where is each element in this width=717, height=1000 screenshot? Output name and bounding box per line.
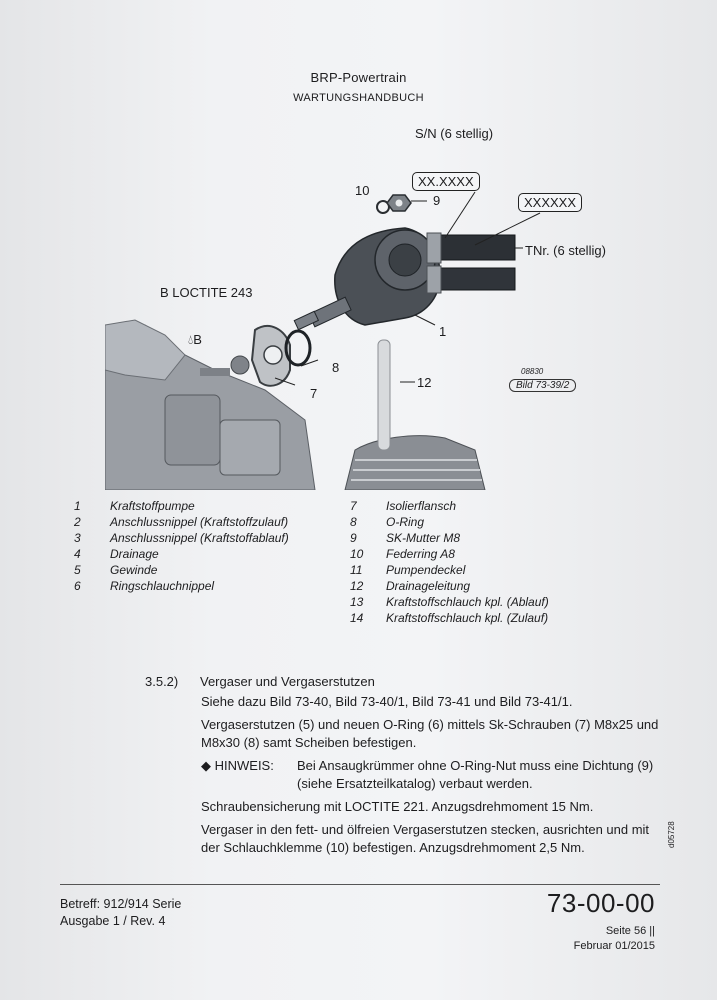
section-paragraph-1: Siehe dazu Bild 73-40, Bild 73-40/1, Bild 73-41 und Bild 73-41/1. [201, 694, 573, 709]
serial-number-label: S/N (6 stellig) [415, 126, 494, 141]
figure-code: 08830 [521, 367, 544, 376]
legend-item [74, 514, 289, 530]
section-paragraph-4: Vergaser in den fett- und ölfreien Vergaserstutzen stecken, ausrichten und mit der Schlauchklemme (10) befestigen. Anzugsdrehmoment 2,5 Nm. [201, 822, 650, 855]
legend-item-text: Federring A8 [386, 547, 455, 561]
fuel-hose-lower [430, 268, 515, 290]
legend-item [350, 514, 549, 530]
legend-item-text: Pumpendeckel [386, 563, 466, 577]
legend-item-number: 5 [74, 563, 81, 577]
legend-item-number: 2 [74, 515, 81, 529]
legend-right [350, 498, 549, 626]
loctite-drop-marker: 💧︎B [188, 332, 202, 347]
note-label: ◆ HINWEIS: [201, 758, 274, 773]
legend-item-text: O-Ring [386, 515, 425, 529]
legend-item-text: Gewinde [110, 563, 158, 577]
note-text: Bei Ansaugkrümmer ohne O-Ring-Nut muss eine Dichtung (9) (siehe Ersatzteilkatalog) verbaut werden. [297, 758, 654, 791]
legend-item-text: Drainage [110, 547, 159, 561]
legend-item-number: 7 [350, 499, 357, 513]
legend-item-text: Isolierflansch [386, 499, 457, 513]
drop-icon: 💧︎ [188, 332, 194, 347]
legend-item [350, 546, 549, 562]
section-number: 3.5.2) [145, 674, 179, 689]
footer-betreff: Betreff: 912/914 Serie [60, 897, 182, 911]
side-document-code: d05728 [667, 821, 676, 848]
legend-left [74, 498, 289, 594]
legend-item-text: SK-Mutter M8 [386, 531, 461, 545]
legend-item-text: Kraftstoffschlauch kpl. (Zulauf) [386, 611, 549, 625]
legend-item-number: 9 [350, 531, 357, 545]
footer-ausgabe: Ausgabe 1 / Rev. 4 [60, 914, 166, 928]
engine-boss-2 [220, 420, 280, 475]
section-heading [145, 673, 665, 691]
legend-item [350, 594, 549, 610]
callout-8: 8 [332, 360, 340, 375]
header-title: BRP-Powertrain [310, 70, 407, 85]
legend-item [74, 498, 289, 514]
figure-reference: Bild 73-39/2 [509, 379, 576, 392]
legend-item [74, 530, 289, 546]
legend-item [350, 578, 549, 594]
legend-item-number: 12 [350, 579, 364, 593]
legend-item-number: 1 [74, 499, 81, 513]
part-number-label: TNr. (6 stellig) [525, 243, 606, 258]
footer-page-info [574, 924, 655, 954]
legend-item-number: 3 [74, 531, 81, 545]
legend-item-text: Drainageleitung [386, 579, 471, 593]
legend-item [350, 498, 549, 514]
legend-item-number: 14 [350, 611, 364, 625]
callout-9: 9 [433, 193, 441, 208]
legend-item [350, 562, 549, 578]
note-block [201, 757, 665, 793]
section-paragraph-3: Schraubensicherung mit LOCTITE 221. Anzugsdrehmoment 15 Nm. [201, 799, 594, 814]
callout-10: 10 [355, 183, 370, 198]
section-vergaser [145, 673, 665, 857]
engine-fin-stub [200, 368, 230, 376]
serial-number-box: XX.XXXX [412, 172, 480, 191]
legend-item-number: 4 [74, 547, 81, 561]
legend-item [350, 610, 549, 626]
section-title: Vergaser und Vergaserstutzen [200, 674, 375, 689]
legend-item-text: Anschlussnippel (Kraftstoffablauf) [110, 531, 289, 545]
legend-item-text: Ringschlauchnippel [110, 579, 215, 593]
legend-item-number: 8 [350, 515, 357, 529]
page-number: Seite 56 || [605, 925, 655, 937]
legend-item-number: 10 [350, 547, 364, 561]
legend-item-text: Kraftstoffpumpe [110, 499, 195, 513]
drainage-tube [378, 340, 390, 450]
cylinder-fins [345, 436, 485, 490]
footer-left [60, 896, 181, 930]
fuel-hose-upper [430, 235, 515, 260]
legend-item [350, 530, 549, 546]
loctite-label: B LOCTITE 243 [160, 285, 253, 300]
revision-date: Februar 01/2015 [573, 940, 655, 952]
chapter-code: 73-00-00 [546, 888, 655, 918]
fuel-pump-illustration [105, 120, 625, 490]
engine-bolt [231, 356, 249, 374]
header-subtitle: WARTUNGSHANDBUCH [293, 92, 424, 104]
legend-item-number: 11 [350, 563, 363, 577]
engine-boss [165, 395, 220, 465]
part-number-box: XXXXXX [518, 193, 582, 212]
legend-item [74, 562, 289, 578]
callout-1: 1 [439, 324, 447, 339]
callout-7: 7 [310, 386, 318, 401]
legend-item-number: 13 [350, 595, 364, 609]
legend-item-text: Kraftstoffschlauch kpl. (Ablauf) [386, 595, 549, 609]
legend-item-number: 6 [74, 579, 81, 593]
legend-item [74, 546, 289, 562]
fuel-pump-figure [105, 120, 625, 490]
section-paragraph-2: Vergaserstutzen (5) und neuen O-Ring (6) mittels Sk-Schrauben (7) M8x25 und M8x30 (8) samt Scheiben befestigen. [201, 717, 659, 750]
legend-item [74, 578, 289, 594]
callout-12: 12 [417, 375, 432, 390]
legend-item-text: Anschlussnippel (Kraftstoffzulauf) [110, 515, 289, 529]
footer-divider [60, 884, 660, 885]
